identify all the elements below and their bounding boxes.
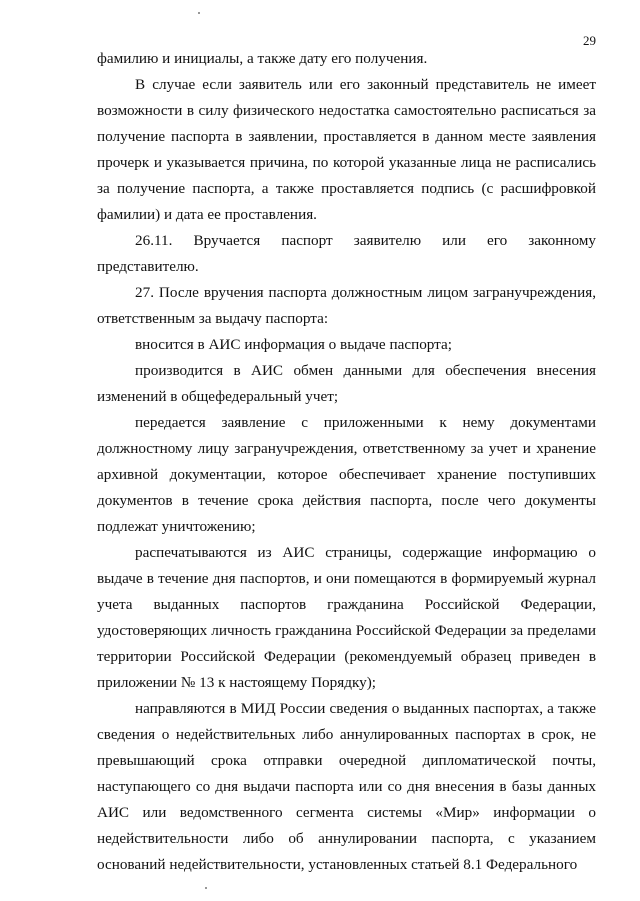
paragraph-26-11: 26.11. Вручается паспорт заявителю или его законному представителю.	[97, 232, 596, 275]
list-item-archive-transfer: передается заявление с приложенными к нему документами должностному лицу загранучреждения, ответственному за учет и хранение архивной документации, которое обеспечивает хранение поступивших документов в течение срока действия паспорта, после чего документы подлежат уничтожению;	[97, 414, 596, 535]
document-body	[97, 46, 596, 878]
list-item-mfa-report: направляются в МИД России сведения о выданных паспортах, а также сведения о недействительных либо аннулированных паспортах в срок, не превышающий срока отправки очередной дипломатической почты, наступающего со дня выдачи паспорта или со дня внесения в базы данных АИС или ведомственного сегмента системы «Мир» информации о недействительности либо об аннулировании паспорта, с указанием оснований недействительности, установленных статьей 8.1 Федерального	[97, 700, 596, 873]
paragraph-27: 27. После вручения паспорта должностным лицом загранучреждения, ответственным за выдачу паспорта:	[97, 284, 596, 327]
page-number: 29	[583, 33, 596, 48]
scan-speck	[198, 12, 200, 14]
scan-speck	[205, 887, 207, 889]
list-item-ais-info: вносится в АИС информация о выдаче паспорта;	[135, 336, 452, 353]
paragraph-signature-exception: В случае если заявитель или его законный представитель не имеет возможности в силу физического недостатка самостоятельно расписаться за получение паспорта в заявлении, проставляется в данном месте заявления прочерк и указывается причина, по которой указанные лица не расписались за получение паспорта, а также проставляется подпись (с расшифровкой фамилии) и дата ее проставления.	[97, 76, 596, 223]
list-item-journal-print: распечатываются из АИС страницы, содержащие информацию о выдаче в течение дня паспортов, и они помещаются в формируемый журнал учета выданных паспортов гражданина Российской Федерации, удостоверяющих личность гражданина Российской Федерации за пределами территории Российской Федерации (рекомендуемый образец приведен в приложении № 13 к настоящему Порядку);	[97, 544, 596, 691]
paragraph-continuation: фамилию и инициалы, а также дату его получения.	[97, 50, 428, 67]
list-item-data-exchange: производится в АИС обмен данными для обеспечения внесения изменений в общефедеральный учет;	[97, 362, 596, 405]
